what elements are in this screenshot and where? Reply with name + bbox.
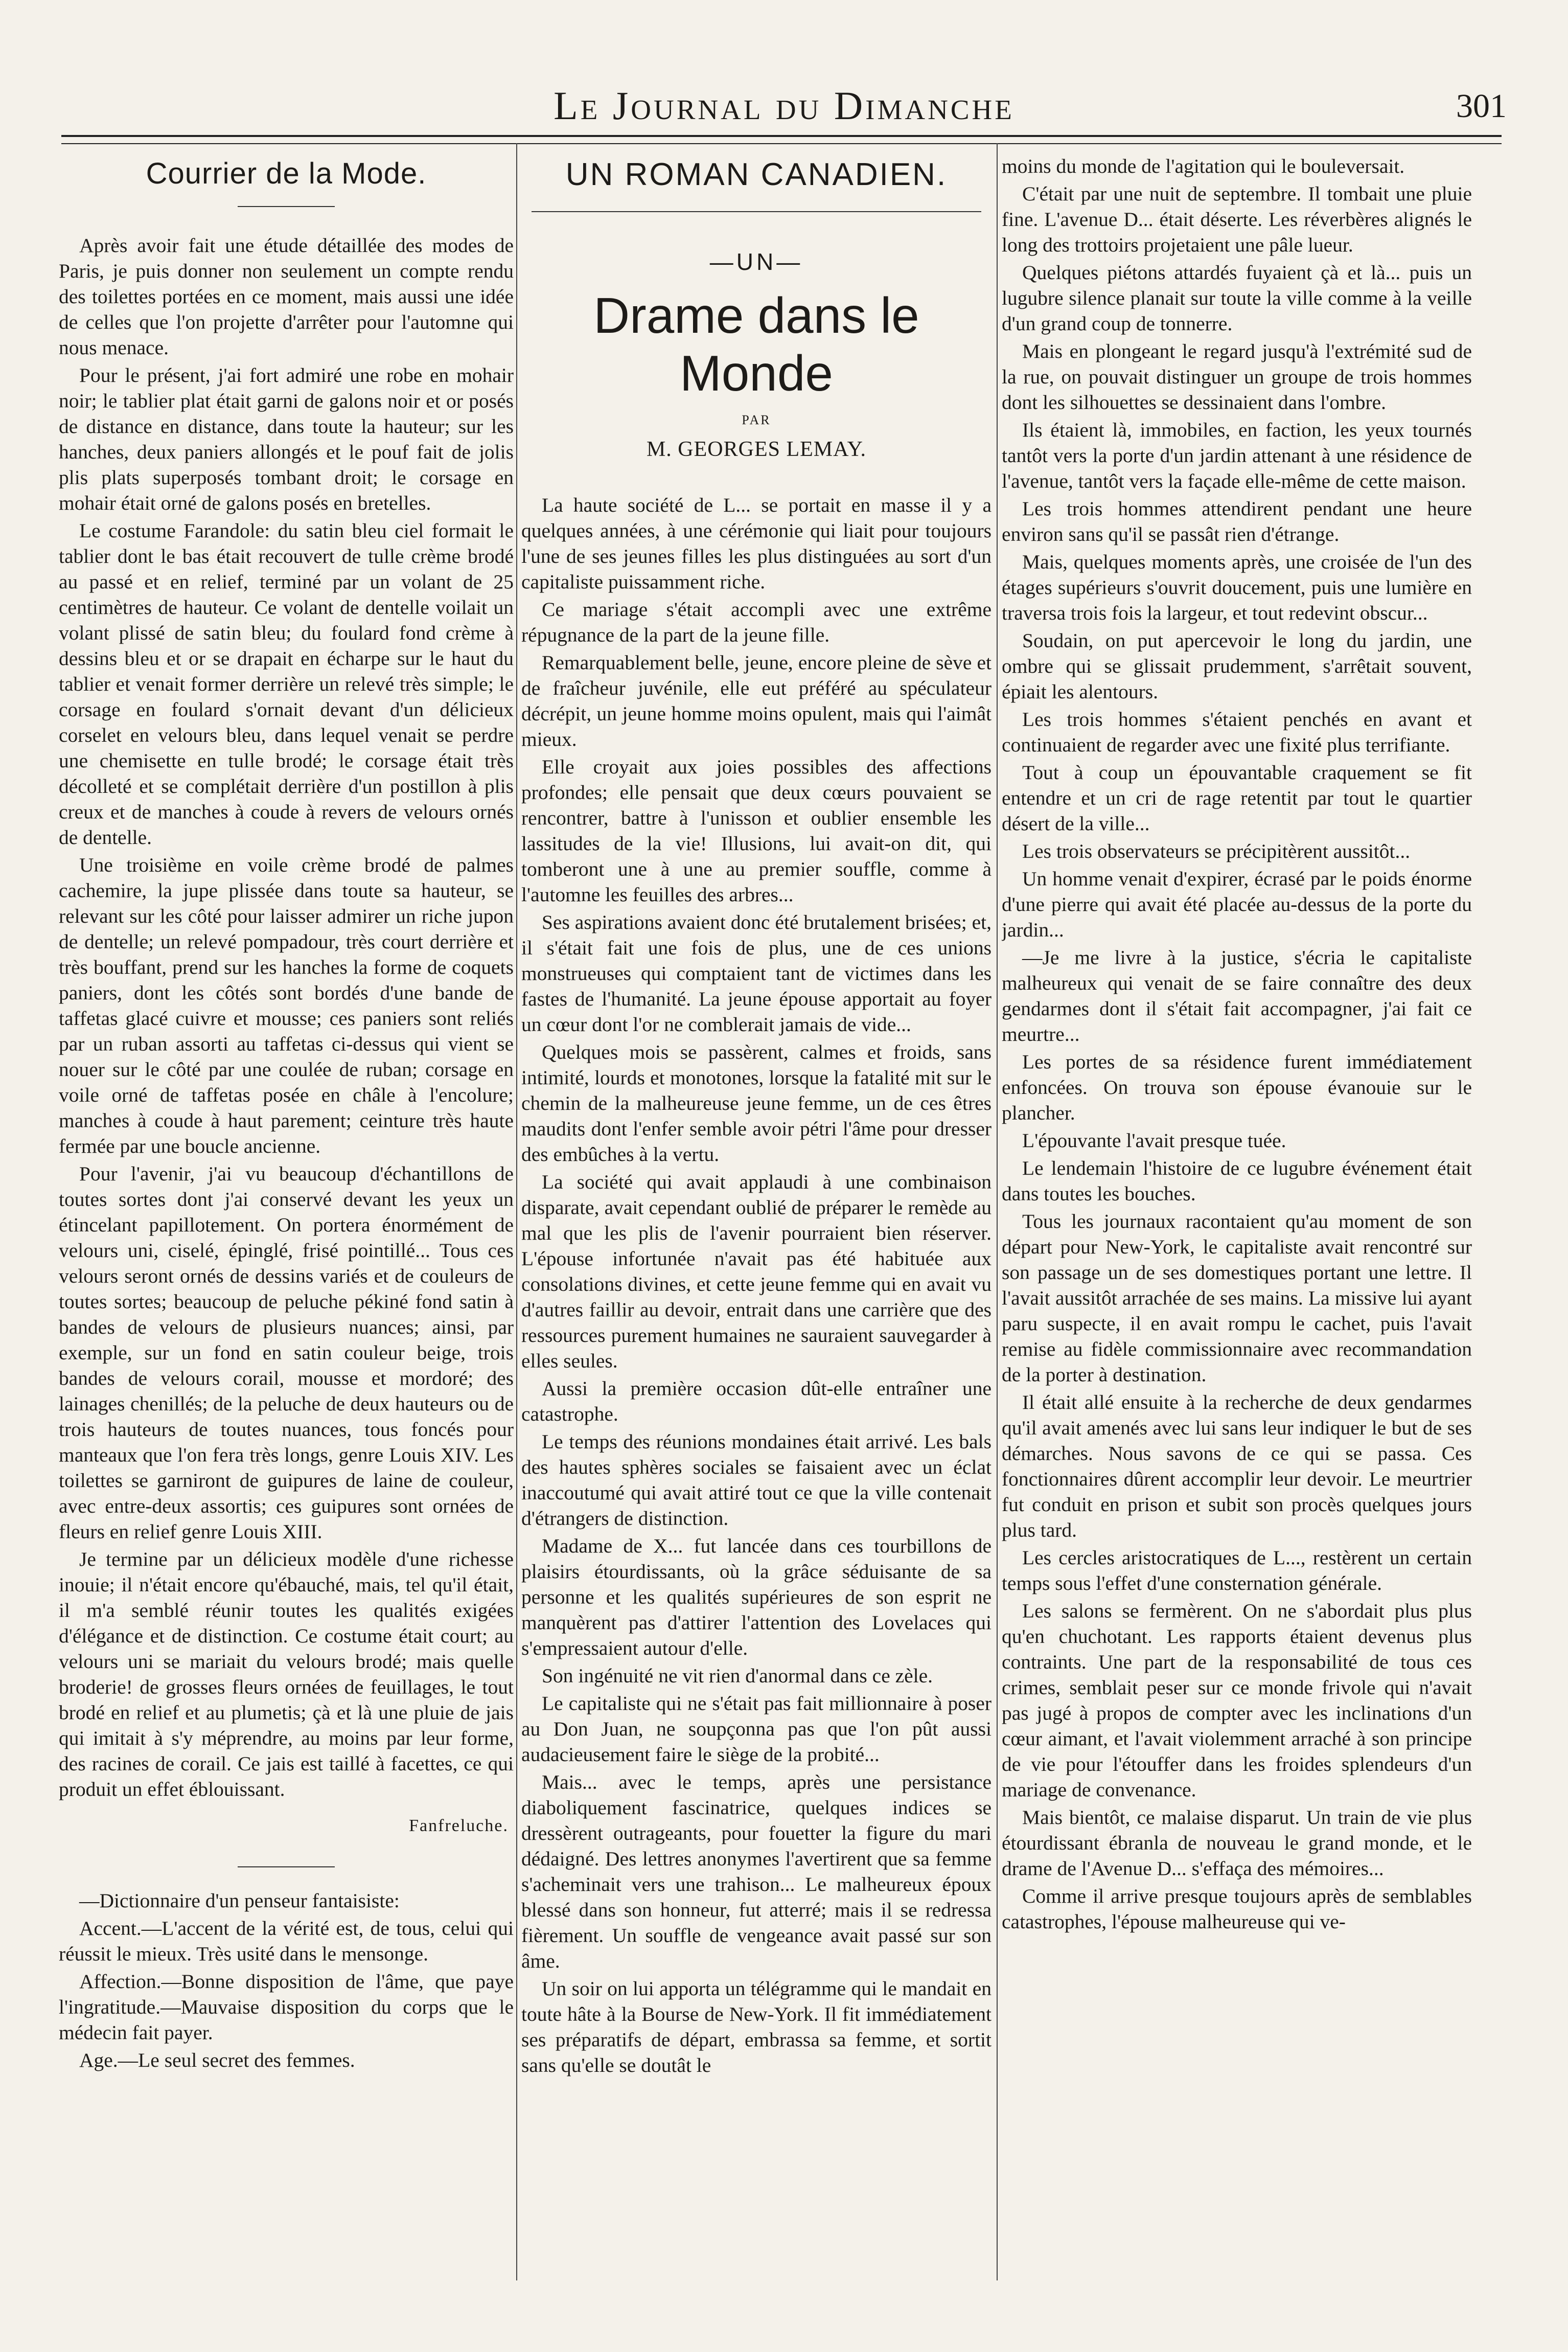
story-paragraph: Le temps des réunions mondaines était arrivé. Les bals des hautes sphères sociales se faisaient avec un éclat inaccoutumé qui avait attiré tout ce que la ville contenait d'étrangers de distinction. bbox=[521, 1430, 991, 1529]
story-paragraph: Les portes de sa résidence furent immédiatement enfoncées. On trouva son épouse évanouie sur le plancher. bbox=[1002, 1051, 1472, 1124]
story-paragraph: La haute société de L... se portait en masse il y a quelques années, à une cérémonie qui liait pour toujours l'une de ses jeunes filles les plus distinguées au sort d'un capitaliste puissamment riche. bbox=[521, 494, 991, 593]
column-roman-1 bbox=[521, 153, 991, 2291]
story-paragraph: Mais, quelques moments après, une croisée de l'un des étages supérieurs s'ouvrit doucement, puis une lumière en traversa trois fois la largeur, et tout redevint obscur... bbox=[1002, 551, 1472, 624]
page-number: 301 bbox=[1456, 87, 1507, 125]
story-paragraph: Les salons se fermèrent. On ne s'abordait plus plus qu'en chuchotant. Les rapports étaient devenus plus contraints. Une part de la responsabilité de tous ces crimes, semblait peser sur ce monde frivole qui n'avait pas jugé à propos de compter avec les inclinations d'un cœur aimant, et l'avait violemment arraché à son principe de vie pour l'étouffer dans les froides splendeurs d'un mariage de convenance. bbox=[1002, 1600, 1472, 1801]
story-paragraph: Un homme venait d'expirer, écrasé par le poids énorme d'une pierre qui avait été placée au-dessus de la porte du jardin... bbox=[1002, 867, 1472, 941]
story-paragraph: —Je me livre à la justice, s'écria le capitaliste malheureux qui venait de se faire connaître des deux gendarmes dont il s'était fait accompagner, j'ai fait ce meurtre... bbox=[1002, 946, 1472, 1045]
column-divider bbox=[516, 143, 517, 2280]
article-paragraph: Pour le présent, j'ai fort admiré une robe en mohair noir; le tablier plat était garni de galons noir et or posés de distance en distance, dans toute la hauteur; sur les hanches, deux paniers allongés et le pouf fait de jolis plis plats superposés tombant droit; le corsage en mohair était orné de galons posés en bretelles. bbox=[59, 364, 514, 514]
column-roman-2 bbox=[1002, 153, 1472, 2291]
story-paragraph: Quelques piétons attardés fuyaient çà et là... puis un lugubre silence planait sur toute la ville comme à la veille d'un grand coup de tonnerre. bbox=[1002, 261, 1472, 335]
story-paragraph: C'était par une nuit de septembre. Il tombait une pluie fine. L'avenue D... était déserte. Les réverbères alignés le long des trottoirs projetaient une pâle lueur. bbox=[1002, 182, 1472, 256]
story-paragraph: Le capitaliste qui ne s'était pas fait millionnaire à poser au Don Juan, ne soupçonna pas que l'on pût aussi audacieusement faire le siège de la probité... bbox=[521, 1692, 991, 1766]
roman-title: Drame dans le Monde bbox=[593, 287, 919, 401]
story-paragraph: Remarquablement belle, jeune, encore pleine de sève et de fraîcheur juvénile, elle eut préféré au spéculateur décrépit, un jeune homme moins opulent, mais qui l'aimât mieux. bbox=[521, 651, 991, 750]
roman-par: PAR bbox=[742, 413, 771, 427]
story-paragraph: La société qui avait applaudi à une combinaison disparate, avait cependant oublié de préparer le remède au mal que les plis de l'avenir pourraient bien réserver. L'épouse infortunée n'avait pas été habituée aux consolations divines, et cette jeune femme qui en avait vu d'autres faillir au devoir, entrait dans une carrière que des ressources purement humaines ne sauraient sauvegarder à elles seules. bbox=[521, 1171, 991, 1372]
story-paragraph: Tous les journaux racontaient qu'au moment de son départ pour New-York, le capitaliste avait rencontré sur son passage un de ses domestiques portant une lettre. Il l'avait aussitôt arrachée de ses mains. La missive lui ayant paru suspecte, il en avait rompu le cachet, puis l'avait remise au fidèle commissionnaire avec recommandation de la porter à destination. bbox=[1002, 1210, 1472, 1386]
article-paragraph: Le costume Farandole: du satin bleu ciel formait le tablier dont le bas était recouvert de tulle crème brodé au passé et en relief, terminé par un volant de 25 centimètres de hauteur. Ce volant de dentelle voilait un volant plissé de satin bleu; du foulard fond crème à dessins bleu et or se drapait en écharpe sur le haut du tablier et venait former derrière un relevé très simple; le corsage en foulard s'ornait devant d'un délicieux corselet en velours bleu, dans lequel venait se perdre une chemisette en tulle brodé; le corsage était très décolleté et se complétait derrière d'un postillon à plis creux et de manches à coude à revers de velours ornés de dentelle. bbox=[59, 519, 514, 849]
article-paragraph: Pour l'avenir, j'ai vu beaucoup d'échantillons de toutes sortes dont j'ai conservé devant les yeux un étincelant papillotement. On portera énormément de velours uni, ciselé, épinglé, frisé pointillé... Tous ces velours seront ornés de dessins variés et de couleurs de toutes sortes; beaucoup de peluche pékiné fond satin à bandes de velours de plusieurs nuances; ainsi, par exemple, sur un fond en satin couleur beige, trois bandes de velours corail, mousse et mordoré; des lainages chenillés; de la peluche de deux hauteurs ou de trois hauteurs de toutes nuances, tous foncés pour manteaux que l'on fera très longs, genre Louis XIV. Les toilettes se garniront de guipures de laine de couleur, avec entre-deux assortis; ces guipures sont ornées de fleurs en relief genre Louis XIII. bbox=[59, 1162, 514, 1543]
story-paragraph: Il était allé ensuite à la recherche de deux gendarmes qu'il avait amenés avec lui sans leur indiquer le but de ses démarches. Nous savons de ce qui se passa. Ces fonctionnaires dûrent accomplir leur devoir. Le meurtrier fut conduit en prison et subit son procès quelques jours plus tard. bbox=[1002, 1391, 1472, 1541]
dictionary-entry: Accent.—L'accent de la vérité est, de tous, celui qui réussit le mieux. Très usité dans le mensonge. bbox=[59, 1917, 514, 1965]
courrier-title: Courrier de la Mode. bbox=[146, 157, 427, 190]
article-paragraph: Après avoir fait une étude détaillée des modes de Paris, je puis donner non seulement un compte rendu des toilettes portées en ce moment, mais aussi une idée de celles que l'on projette d'arrêter pour l'automne qui nous menace. bbox=[59, 234, 514, 359]
section-rule bbox=[238, 1866, 335, 1867]
article-paragraph: Je termine par un délicieux modèle d'une richesse inouie; il n'était encore qu'ébauché, mais, tel qu'il était, il m'a semblé réunir toutes les qualités exigées d'élégance et de distinction. Ce costume était court; au velours uni se mariait du velours brodé; mais quelle broderie! de grosses fleurs ornées de feuillages, le tout brodé en relief et au plumetis; çà et là une pluie de jais qui imitait à s'y méprendre, au moins par leur forme, des racines de corail. Ce jais est taillé à facettes, ce qui produit un effet éblouissant. bbox=[59, 1548, 514, 1800]
story-paragraph: Les trois hommes s'étaient penchés en avant et continuaient de regarder avec une fixité plus terrifiante. bbox=[1002, 708, 1472, 756]
story-paragraph: Son ingénuité ne vit rien d'anormal dans ce zèle. bbox=[542, 1664, 933, 1687]
dictionary-entry: Age.—Le seul secret des femmes. bbox=[79, 2049, 355, 2071]
roman-un-line: —UN— bbox=[709, 248, 803, 275]
dictionary-heading: —Dictionnaire d'un penseur fantaisiste: bbox=[79, 1889, 400, 1912]
story-paragraph: Les trois observateurs se précipitèrent aussitôt... bbox=[1022, 840, 1411, 862]
story-paragraph: Mais... avec le temps, après une persistance diaboliquement fascinatrice, quelques indices se dressèrent outrageants, pour fouetter la figure du mari dédaigné. Des lettres anonymes l'avertirent que sa femme s'acheminait vers une trahison... Le malheureux époux blessé dans son honneur, fut atterré; mais il se redressa fièrement. Un souffle de vengeance avait passé sur son âme. bbox=[521, 1771, 991, 1972]
author-signature: Fanfreluche. bbox=[409, 1816, 509, 1835]
story-paragraph: L'épouvante l'avait presque tuée. bbox=[1022, 1129, 1286, 1152]
story-paragraph: Tout à coup un épouvantable craquement se fit entendre et un cri de rage retentit par tout le quartier désert de la ville... bbox=[1002, 761, 1472, 835]
story-paragraph: Ils étaient là, immobiles, en faction, les yeux tournés tantôt vers la porte d'un jardin attenant à une résidence de l'avenue, tantôt vers la façade elle-même de cette maison. bbox=[1002, 419, 1472, 492]
story-paragraph: moins du monde de l'agitation qui le bouleversait. bbox=[1002, 155, 1405, 177]
story-paragraph: Le lendemain l'histoire de ce lugubre événement était dans toutes les bouches. bbox=[1002, 1157, 1472, 1205]
story-paragraph: Un soir on lui apporta un télégramme qui le mandait en toute hâte à la Bourse de New-York. Il fit immédiatement ses préparatifs de départ, embrassa sa femme, et sortit sans qu'elle se doutât le bbox=[521, 1977, 991, 2076]
dictionary-entry: Affection.—Bonne disposition de l'âme, que paye l'ingratitude.—Mauvaise disposition du corps que le médecin fait payer. bbox=[59, 1970, 514, 2044]
story-paragraph: Les cercles aristocratiques de L..., restèrent un certain temps sous l'effet d'une consternation générale. bbox=[1002, 1546, 1472, 1594]
story-paragraph: Ses aspirations avaient donc été brutalement brisées; et, il s'était fait une fois de plus, une de ces unions monstrueuses qui comptaient tant de victimes dans les fastes de l'humanité. La jeune épouse apportait au foyer un cœur dont l'or ne comblerait jamais de vide... bbox=[521, 911, 991, 1036]
story-paragraph: Mais en plongeant le regard jusqu'à l'extrémité sud de la rue, on pouvait distinguer un groupe de trois hommes dont les silhouettes se dessinaient dans l'ombre. bbox=[1002, 340, 1472, 414]
column-divider bbox=[997, 143, 998, 2280]
story-paragraph: Mais bientôt, ce malaise disparut. Un train de vie plus étourdissant ébranla de nouveau le grand monde, et le drame de l'Avenue D... s'effaça des mémoires... bbox=[1002, 1806, 1472, 1880]
story-paragraph: Soudain, on put apercevoir le long du jardin, une ombre qui se glissait prudemment, s'arrêtait souvent, épiait les alentours. bbox=[1002, 629, 1472, 703]
story-paragraph: Comme il arrive presque toujours après de semblables catastrophes, l'épouse malheureuse qui ve- bbox=[1002, 1885, 1472, 1933]
masthead bbox=[51, 77, 1517, 133]
story-paragraph: Elle croyait aux joies possibles des affections profondes; elle pensait que deux cœurs pouvaient se rencontrer, battre à l'unisson et oublier ensemble les lassitudes de la vie! Illusions, lui avait-on dit, qui tomberont une à une au premier souffle, comme à l'automne les feuilles des arbres... bbox=[521, 756, 991, 906]
roman-author: M. GEORGES LEMAY. bbox=[646, 438, 867, 461]
story-paragraph: Les trois hommes attendirent pendant une heure environ sans qu'il se passât rien d'étrange. bbox=[1002, 497, 1472, 545]
story-paragraph: Quelques mois se passèrent, calmes et froids, sans intimité, lourds et monotones, lorsque la fatalité mit sur le chemin de la malheureuse jeune femme, un de ces êtres maudits dont l'enfer semble avoir pétri l'âme pour dresser des embûches à la vertu. bbox=[521, 1041, 991, 1166]
masthead-rule bbox=[61, 135, 1502, 144]
dictionary-section bbox=[59, 1888, 514, 2073]
story-paragraph: Aussi la première occasion dût-elle entraîner une catastrophe. bbox=[521, 1377, 991, 1425]
title-rule bbox=[532, 211, 981, 212]
roman-section-title: UN ROMAN CANADIEN. bbox=[565, 157, 948, 192]
newspaper-title: Le Journal du Dimanche bbox=[554, 83, 1014, 128]
story-paragraph: Madame de X... fut lancée dans ces tourbillons de plaisirs étourdissants, où la grâce séduisante de sa personne et les qualités supérieures de son esprit ne manquèrent pas d'attirer l'attention des Lovelaces qui s'empressaient autour d'elle. bbox=[521, 1535, 991, 1659]
column-courrier bbox=[59, 153, 514, 2291]
story-paragraph: Ce mariage s'était accompli avec une extrême répugnance de la part de la jeune fille. bbox=[521, 598, 991, 646]
article-paragraph: Une troisième en voile crème brodé de palmes cachemire, la jupe plissée dans toute sa hauteur, se relevant sur les côté pour laisser admirer un riche jupon de dentelle; un relevé pompadour, très court derrière et très bouffant, prend sur les hanches la forme de coquets paniers, dont les côtés sont bordés d'une bande de taffetas glacé cuivre et mousse; ces paniers sont reliés par un ruban assorti au taffetas ci-dessus qui vient se nouer sur le côté par une coulée de ruban; corsage en voile orné de taffetas posée en châle à l'encolure; manches à coude à haut parement; ceinture très haute fermée par une boucle ancienne. bbox=[59, 854, 514, 1157]
title-rule bbox=[238, 206, 335, 207]
